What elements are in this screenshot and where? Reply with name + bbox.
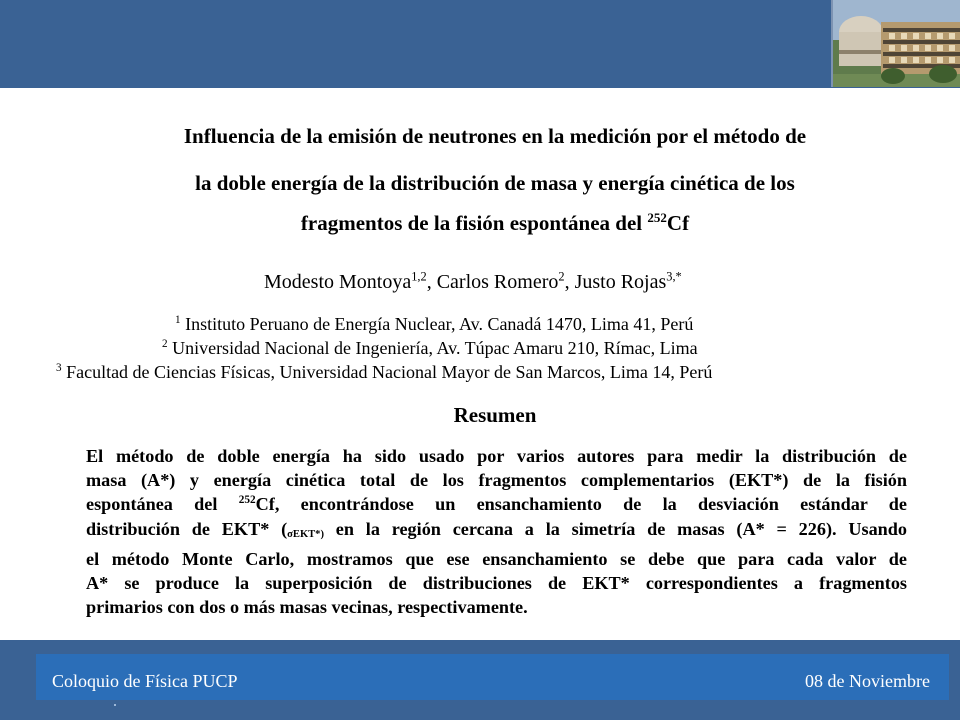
isotope-mass: 252 bbox=[238, 494, 256, 507]
author-list bbox=[264, 271, 682, 294]
affiliation-1 bbox=[175, 314, 693, 335]
author-name: Modesto Montoya bbox=[264, 271, 412, 293]
paper-title-line-3 bbox=[80, 211, 910, 236]
affiliation-2 bbox=[162, 338, 698, 359]
building-photo-icon bbox=[831, 0, 960, 87]
header-bar bbox=[0, 0, 960, 88]
sigma-ekt: σEKT*) bbox=[287, 528, 324, 540]
abstract-line bbox=[86, 517, 907, 547]
author-separator: , bbox=[426, 271, 437, 293]
paper-title-line-2: la doble energía de la distribución de masa y energía cinética de los bbox=[195, 171, 795, 195]
abstract-line: A* se produce la superposición de distribuciones de EKT* correspondientes a fragmentos bbox=[86, 573, 907, 594]
abstract-line: masa (A*) y energía cinética total de los fragmentos complementarios (EKT*) de la fisión bbox=[86, 470, 907, 491]
abstract-text: en la región cercana a la simetría de masas (A* = 226). Usando bbox=[323, 518, 907, 539]
abstract-text: espontánea del bbox=[86, 494, 218, 515]
footer-date: 08 de Noviembre bbox=[805, 671, 930, 691]
author-affil-sup: 2 bbox=[558, 269, 565, 284]
affiliation-number: 2 bbox=[162, 338, 168, 350]
author-name: Justo Rojas bbox=[574, 271, 667, 293]
author-name: Carlos Romero bbox=[436, 271, 559, 293]
affiliation-text: Universidad Nacional de Ingeniería, Av. Túpac Amaru 210, Rímac, Lima bbox=[172, 338, 698, 358]
isotope-mass: 252 bbox=[647, 210, 667, 225]
paper-title-line-1: Influencia de la emisión de neutrones en la medición por el método de bbox=[183, 124, 807, 148]
affiliation-text: Instituto Peruano de Energía Nuclear, Av. Canadá 1470, Lima 41, Perú bbox=[185, 314, 694, 334]
paper-title-text: fragmentos de la fisión espontánea del bbox=[300, 211, 643, 235]
abstract-text: Cf, encontrándose un ensanchamiento de la desviación estándar de bbox=[255, 494, 907, 515]
affiliation-number: 3 bbox=[56, 362, 62, 374]
author-affil-sup: 1,2 bbox=[411, 269, 427, 284]
abstract-text: distribución de EKT* ( bbox=[86, 518, 288, 539]
abstract-body bbox=[86, 444, 907, 620]
affiliation-3 bbox=[56, 362, 712, 383]
footer-dot bbox=[114, 704, 116, 706]
abstract-line bbox=[86, 492, 907, 516]
abstract-heading: Resumen bbox=[453, 403, 537, 427]
affiliation-number: 1 bbox=[175, 314, 181, 326]
author-affil-sup: 3,* bbox=[666, 269, 682, 284]
author-separator: , bbox=[564, 271, 575, 293]
affiliation-text: Facultad de Ciencias Físicas, Universidad Nacional Mayor de San Marcos, Lima 14, Perú bbox=[66, 362, 713, 382]
abstract-line: primarios con dos o más masas vecinas, respectivamente. bbox=[86, 597, 528, 618]
abstract-line: El método de doble energía ha sido usado por varios autores para medir la distribución de bbox=[86, 446, 907, 466]
footer-event-name: Coloquio de Física PUCP bbox=[52, 671, 238, 691]
abstract-line: el método Monte Carlo, mostramos que ese ensanchamiento se debe que para cada valor de bbox=[86, 548, 907, 569]
isotope-symbol: Cf bbox=[666, 211, 690, 235]
